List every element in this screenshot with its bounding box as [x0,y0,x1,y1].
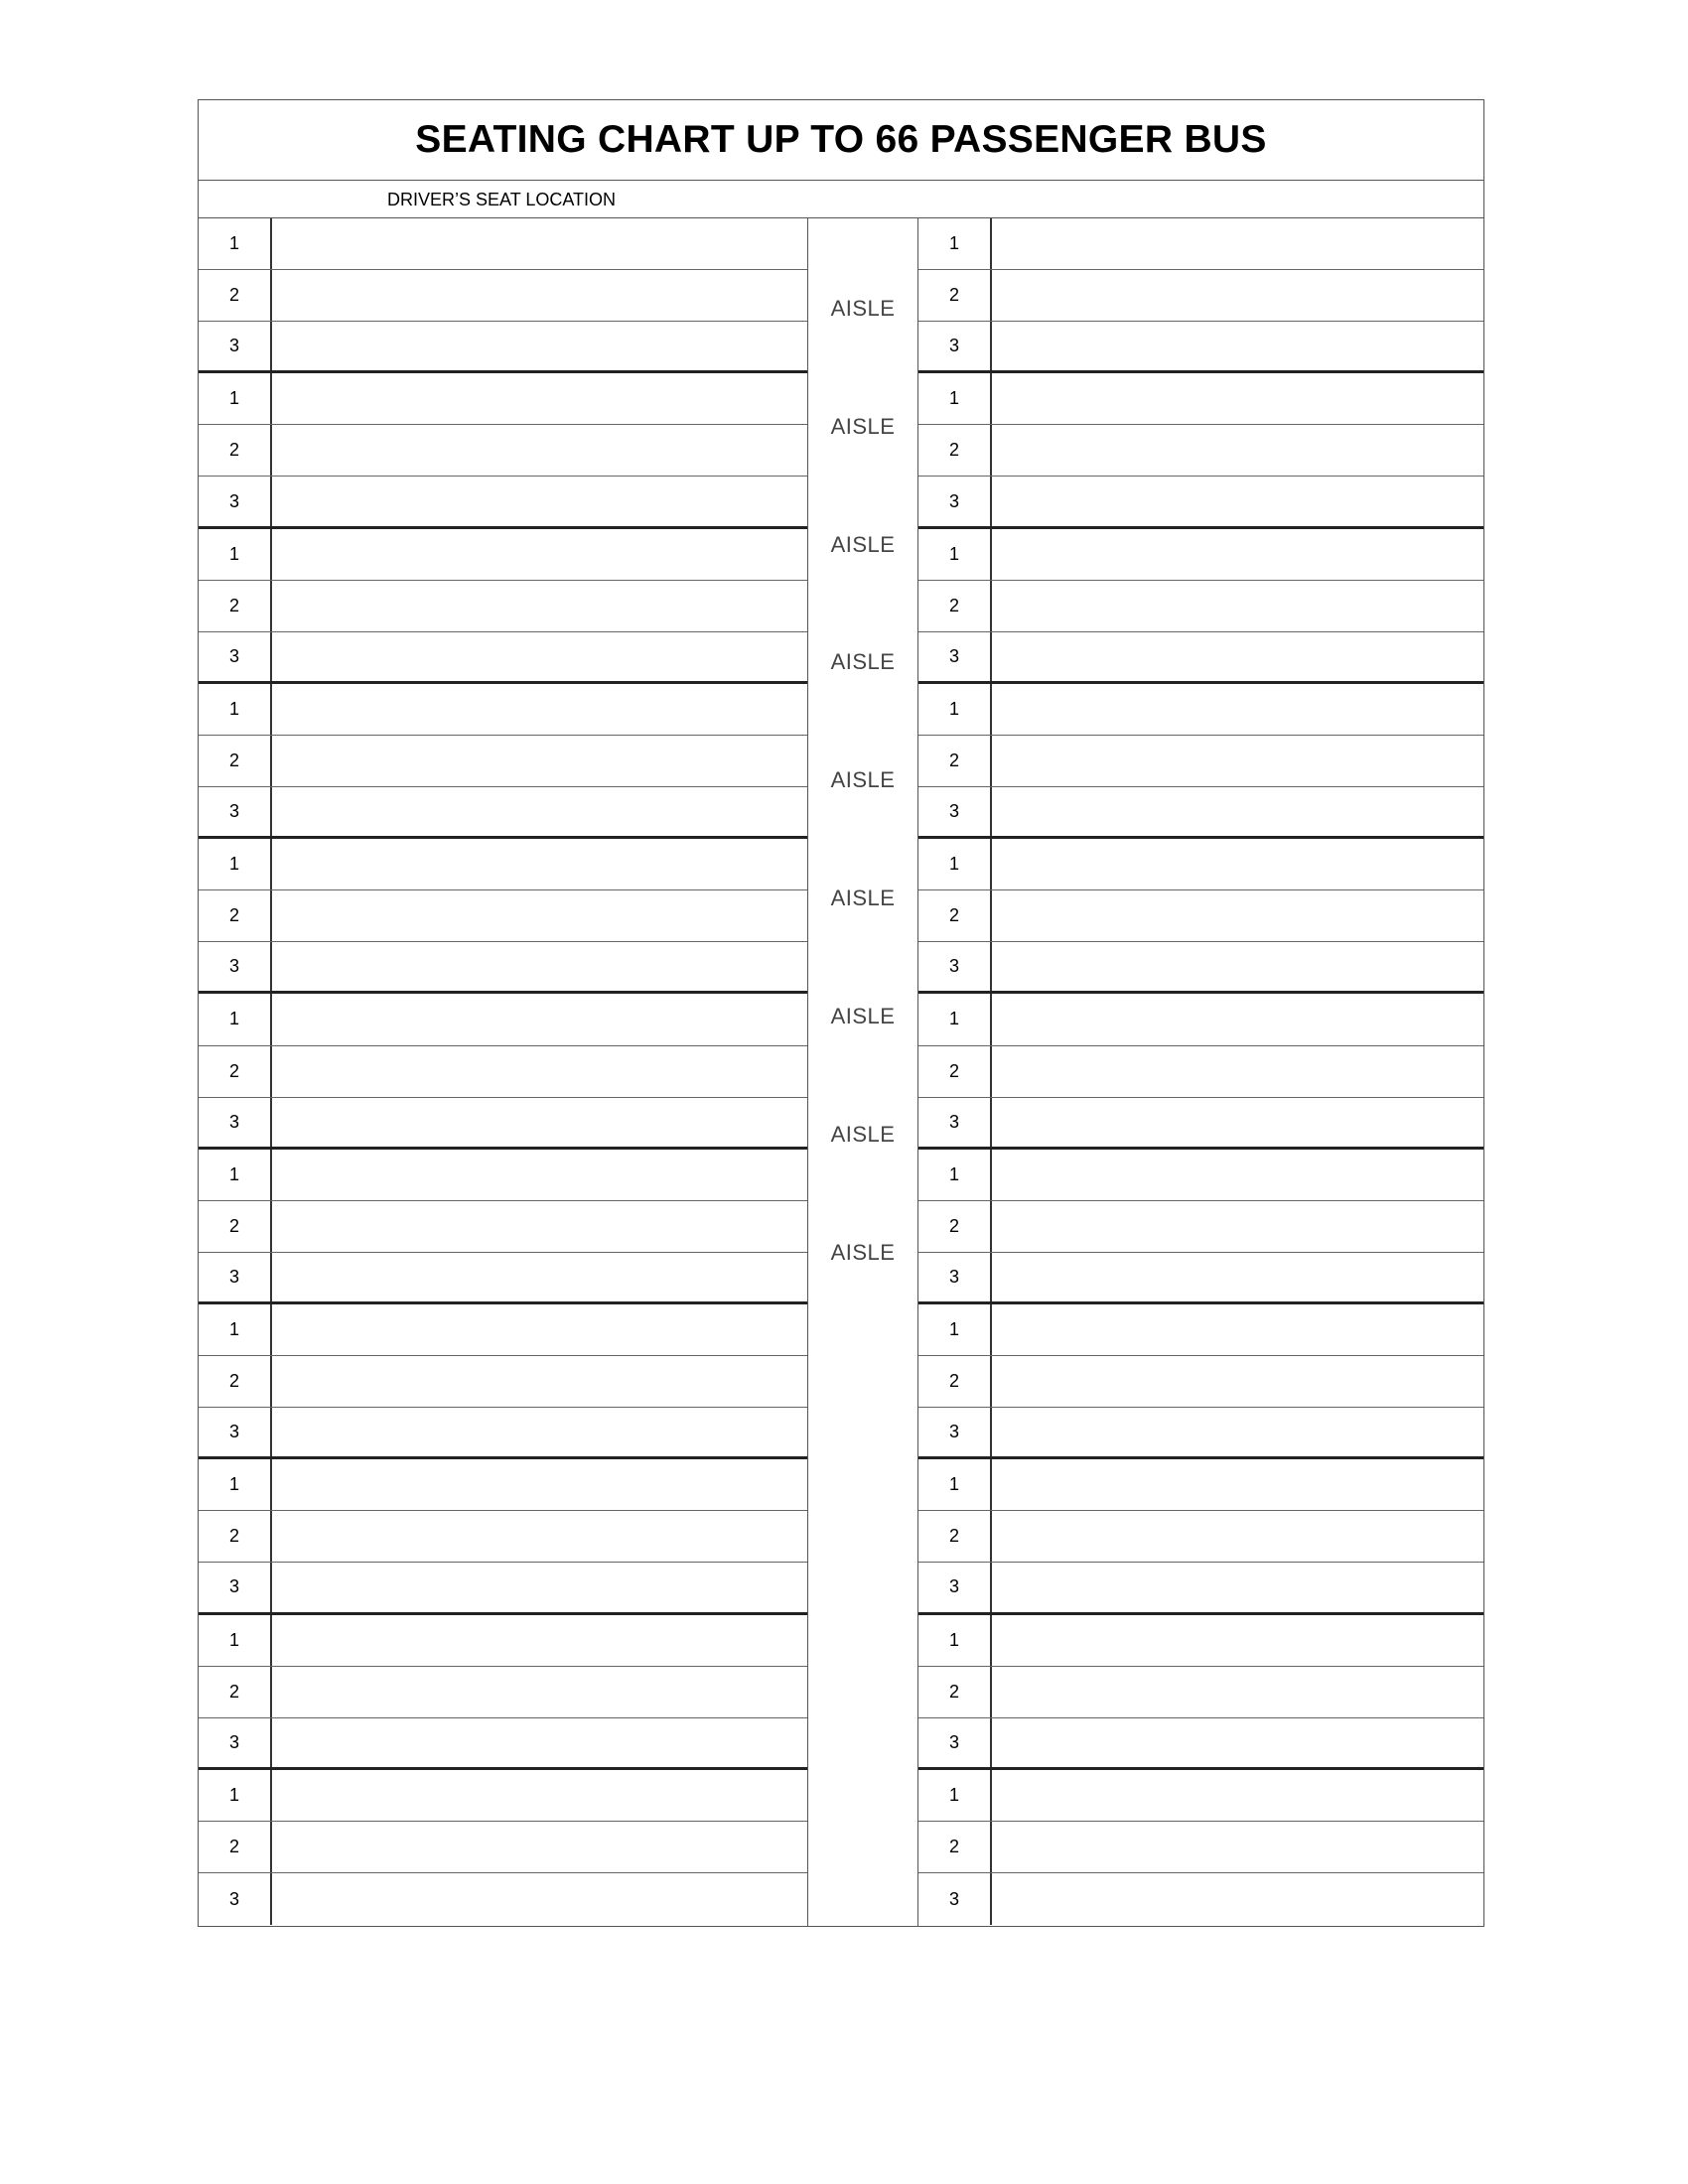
right-seat-row [918,1356,1483,1408]
left-seat-row [199,1563,807,1614]
page-title: SEATING CHART UP TO 66 PASSENGER BUS [199,100,1483,181]
left-seat-row [199,684,807,736]
left-seat-row [199,1098,807,1150]
left-seat-row [199,581,807,632]
seat-number: 1 [918,839,992,889]
passenger-name-cell[interactable] [272,1873,807,1925]
seat-number: 2 [199,1822,272,1872]
left-seat-row [199,1770,807,1822]
seat-number: 1 [918,684,992,735]
left-seat-row [199,839,807,890]
seat-number: 1 [199,994,272,1044]
driver-seat-row [199,181,1483,218]
seat-number: 3 [199,1408,272,1456]
seat-number: 3 [199,322,272,370]
passenger-name-cell[interactable] [272,994,807,1044]
seat-number: 1 [199,1770,272,1821]
passenger-name-cell[interactable] [272,1304,807,1355]
passenger-name-cell[interactable] [272,787,807,836]
passenger-name-cell[interactable] [272,1718,807,1767]
passenger-name-cell[interactable] [992,425,1483,476]
passenger-name-cell[interactable] [272,477,807,525]
passenger-name-cell[interactable] [992,736,1483,786]
left-seat-row [199,1873,807,1925]
right-seat-row [918,529,1483,581]
left-seat-row [199,1822,807,1873]
passenger-name-cell[interactable] [992,322,1483,370]
passenger-name-cell[interactable] [992,1822,1483,1872]
left-seat-row [199,1511,807,1563]
passenger-name-cell[interactable] [272,1408,807,1456]
right-seat-row [918,270,1483,322]
left-seat-row [199,736,807,787]
passenger-name-cell[interactable] [992,581,1483,631]
passenger-name-cell[interactable] [272,1098,807,1147]
passenger-name-cell[interactable] [272,373,807,424]
aisle-label: AISLE [830,1122,896,1147]
right-seat-row [918,1822,1483,1873]
right-seat-row [918,1511,1483,1563]
aisle-label: AISLE [830,296,896,321]
passenger-name-cell[interactable] [992,632,1483,681]
seat-number: 1 [918,1459,992,1510]
aisle-label: AISLE [830,649,896,674]
left-seat-row [199,890,807,942]
left-seat-row [199,1408,807,1459]
right-seat-row [918,994,1483,1045]
seat-number: 1 [918,529,992,580]
passenger-name-cell[interactable] [272,1563,807,1611]
right-seat-row [918,890,1483,942]
seat-number: 3 [918,477,992,525]
seat-number: 2 [918,581,992,631]
right-seat-row [918,1718,1483,1770]
right-seat-row [918,1098,1483,1150]
seat-number: 2 [199,1046,272,1097]
seat-number: 1 [199,1615,272,1666]
passenger-name-cell[interactable] [992,1770,1483,1821]
seat-number: 2 [918,1511,992,1562]
seat-number: 2 [199,425,272,476]
left-seat-row [199,1046,807,1098]
seat-number: 3 [918,1563,992,1611]
left-seat-row [199,322,807,373]
seat-grid [199,218,1483,1926]
left-seat-column [199,218,807,1925]
driver-seat-label: DRIVER’S SEAT LOCATION [387,190,617,209]
seat-number: 2 [918,890,992,941]
passenger-name-cell[interactable] [992,1615,1483,1666]
passenger-name-cell[interactable] [272,1201,807,1252]
left-seat-row [199,1718,807,1770]
right-seat-row [918,1459,1483,1511]
seat-number: 2 [918,270,992,321]
right-seat-row [918,736,1483,787]
passenger-name-cell[interactable] [272,1822,807,1872]
right-seat-row [918,1563,1483,1614]
seat-number: 1 [918,1304,992,1355]
left-seat-row [199,529,807,581]
seat-number: 1 [918,218,992,269]
passenger-name-cell[interactable] [272,736,807,786]
seat-number: 2 [199,1511,272,1562]
passenger-name-cell[interactable] [992,477,1483,525]
left-seat-row [199,994,807,1045]
right-seat-row [918,839,1483,890]
passenger-name-cell[interactable] [272,1356,807,1407]
left-seat-row [199,270,807,322]
passenger-name-cell[interactable] [992,1046,1483,1097]
passenger-name-cell[interactable] [272,1615,807,1666]
seat-number: 1 [199,1304,272,1355]
seat-number: 2 [199,1667,272,1717]
seat-number: 2 [918,1046,992,1097]
aisle-label: AISLE [830,767,896,792]
passenger-name-cell[interactable] [992,1667,1483,1717]
left-seat-row [199,1459,807,1511]
right-seat-row [918,1873,1483,1925]
seat-number: 2 [918,1667,992,1717]
seat-number: 2 [199,1201,272,1252]
seat-number: 3 [918,1718,992,1767]
aisle-column [807,218,918,1926]
right-seat-row [918,1408,1483,1459]
left-seat-row [199,632,807,684]
seat-number: 2 [199,736,272,786]
passenger-name-cell[interactable] [272,942,807,991]
seat-number: 3 [918,1098,992,1147]
right-seat-row [918,1201,1483,1253]
passenger-name-cell[interactable] [992,1563,1483,1611]
seat-number: 1 [199,373,272,424]
passenger-name-cell[interactable] [992,942,1483,991]
seat-number: 1 [199,218,272,269]
seat-number: 3 [918,1408,992,1456]
left-seat-row [199,1667,807,1718]
aisle-label: AISLE [830,414,896,439]
aisle-label: AISLE [830,886,896,910]
left-seat-row [199,1150,807,1201]
seat-number: 3 [918,942,992,991]
passenger-name-cell[interactable] [992,994,1483,1044]
right-seat-row [918,684,1483,736]
seat-number: 2 [918,736,992,786]
passenger-name-cell[interactable] [992,1408,1483,1456]
right-seat-row [918,1253,1483,1304]
seat-number: 3 [918,787,992,836]
passenger-name-cell[interactable] [272,529,807,580]
seat-number: 2 [199,581,272,631]
right-seat-row [918,1304,1483,1356]
seat-number: 1 [918,1150,992,1200]
right-seat-row [918,1667,1483,1718]
left-seat-row [199,425,807,477]
passenger-name-cell[interactable] [272,1770,807,1821]
right-seat-row [918,322,1483,373]
right-seat-row [918,373,1483,425]
seat-number: 3 [199,1563,272,1611]
passenger-name-cell[interactable] [992,1150,1483,1200]
left-seat-row [199,787,807,839]
seat-number: 1 [199,529,272,580]
passenger-name-cell[interactable] [992,1718,1483,1767]
seat-number: 3 [918,1873,992,1925]
passenger-name-cell[interactable] [992,1511,1483,1562]
passenger-name-cell[interactable] [272,218,807,269]
right-seat-row [918,425,1483,477]
seat-number: 2 [918,1201,992,1252]
passenger-name-cell[interactable] [992,1201,1483,1252]
left-seat-row [199,942,807,994]
seat-number: 3 [199,1718,272,1767]
passenger-name-cell[interactable] [272,322,807,370]
left-seat-row [199,218,807,270]
passenger-name-cell[interactable] [272,684,807,735]
passenger-name-cell[interactable] [992,373,1483,424]
passenger-name-cell[interactable] [992,890,1483,941]
left-seat-row [199,1356,807,1408]
passenger-name-cell[interactable] [992,684,1483,735]
right-seat-column [918,218,1483,1925]
left-seat-row [199,1201,807,1253]
right-seat-row [918,581,1483,632]
seat-number: 3 [199,632,272,681]
seat-number: 1 [918,994,992,1044]
right-seat-row [918,1770,1483,1822]
seat-number: 2 [199,270,272,321]
passenger-name-cell[interactable] [272,425,807,476]
left-seat-row [199,1253,807,1304]
passenger-name-cell[interactable] [992,839,1483,889]
seat-number: 1 [199,839,272,889]
passenger-name-cell[interactable] [992,529,1483,580]
seat-number: 2 [918,1356,992,1407]
passenger-name-cell[interactable] [272,632,807,681]
passenger-name-cell[interactable] [272,1253,807,1301]
right-seat-row [918,787,1483,839]
passenger-name-cell[interactable] [992,787,1483,836]
passenger-name-cell[interactable] [272,839,807,889]
seat-number: 3 [918,322,992,370]
passenger-name-cell[interactable] [992,1459,1483,1510]
passenger-name-cell[interactable] [272,1511,807,1562]
seat-number: 3 [199,1873,272,1925]
seat-number: 3 [918,1253,992,1301]
right-seat-row [918,1615,1483,1667]
passenger-name-cell[interactable] [272,270,807,321]
aisle-label: AISLE [830,1004,896,1028]
aisle-label: AISLE [830,1240,896,1265]
seat-number: 3 [918,632,992,681]
seat-number: 1 [918,1615,992,1666]
aisle-label: AISLE [830,532,896,557]
seat-number: 2 [918,1822,992,1872]
right-seat-row [918,632,1483,684]
seat-number: 2 [199,890,272,941]
passenger-name-cell[interactable] [992,1304,1483,1355]
left-seat-row [199,1304,807,1356]
passenger-name-cell[interactable] [272,890,807,941]
seating-chart-sheet [198,99,1484,1927]
seat-number: 1 [918,373,992,424]
right-seat-row [918,477,1483,528]
seat-number: 3 [199,942,272,991]
passenger-name-cell[interactable] [992,1356,1483,1407]
passenger-name-cell[interactable] [992,1253,1483,1301]
right-seat-row [918,1150,1483,1201]
seat-number: 1 [199,1459,272,1510]
left-seat-row [199,1615,807,1667]
passenger-name-cell[interactable] [992,270,1483,321]
passenger-name-cell[interactable] [992,218,1483,269]
passenger-name-cell[interactable] [272,1046,807,1097]
right-seat-row [918,1046,1483,1098]
seat-number: 3 [199,1253,272,1301]
passenger-name-cell[interactable] [272,1150,807,1200]
seat-number: 1 [199,684,272,735]
passenger-name-cell[interactable] [272,581,807,631]
passenger-name-cell[interactable] [992,1098,1483,1147]
passenger-name-cell[interactable] [992,1873,1483,1925]
seat-number: 3 [199,787,272,836]
seat-number: 3 [199,1098,272,1147]
seat-number: 1 [918,1770,992,1821]
right-seat-row [918,218,1483,270]
right-seat-row [918,942,1483,994]
seat-number: 1 [199,1150,272,1200]
seat-number: 3 [199,477,272,525]
left-seat-row [199,373,807,425]
left-seat-row [199,477,807,528]
passenger-name-cell[interactable] [272,1459,807,1510]
seat-number: 2 [918,425,992,476]
seat-number: 2 [199,1356,272,1407]
passenger-name-cell[interactable] [272,1667,807,1717]
